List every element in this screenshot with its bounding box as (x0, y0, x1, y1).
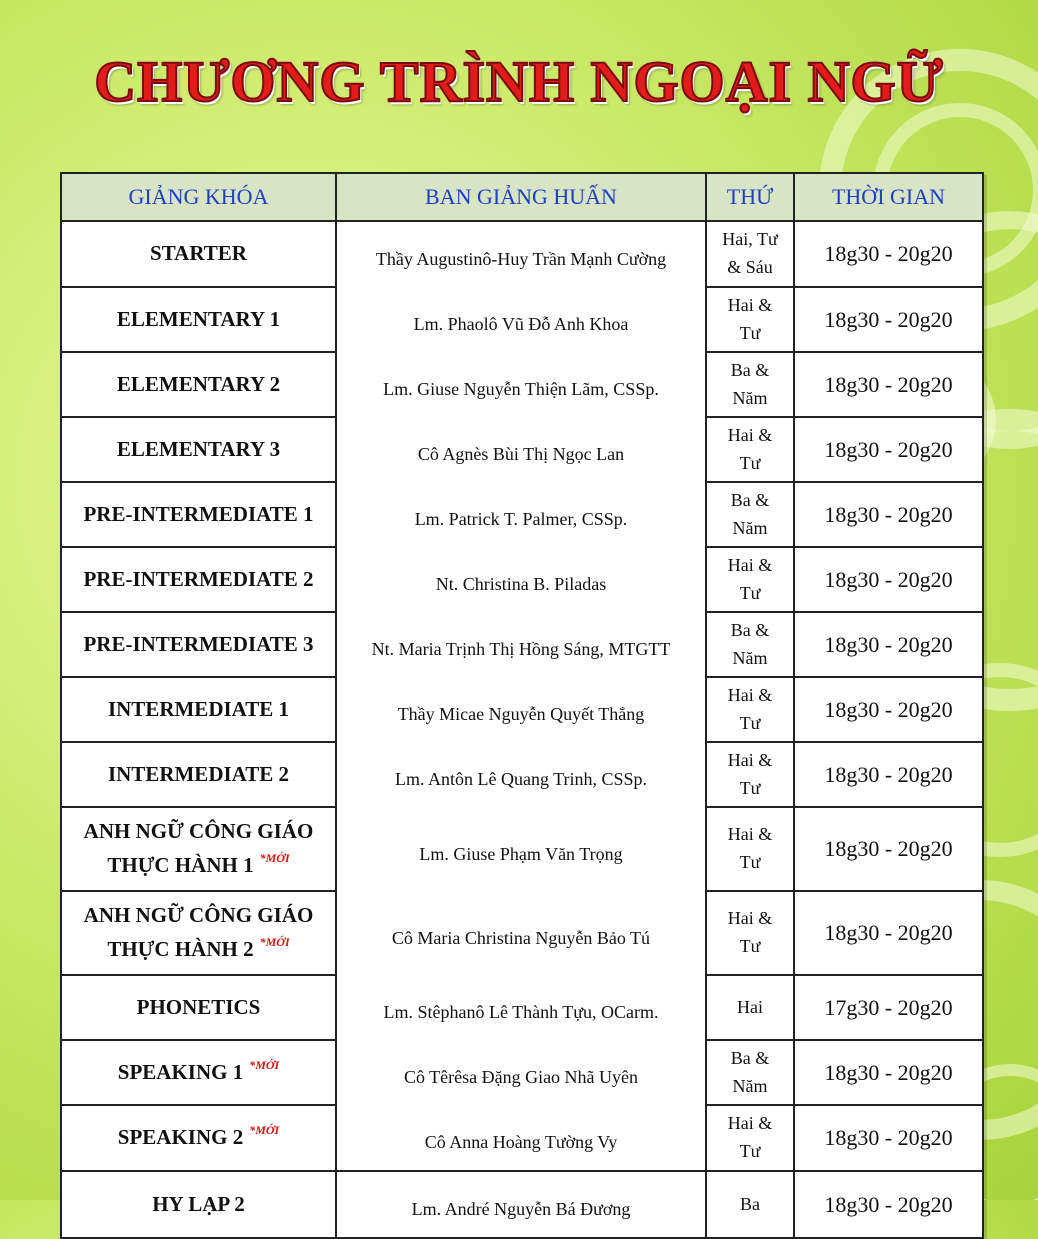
time-cell: 17g30 - 20g20 (794, 975, 983, 1040)
days-cell (706, 1171, 794, 1238)
days-cell (706, 352, 794, 417)
new-badge: *MỚI (249, 1123, 280, 1138)
course-cell (61, 891, 336, 975)
days-text-line2: Tư (739, 852, 761, 872)
time-cell: 18g30 - 20g20 (794, 547, 983, 612)
days-cell (706, 287, 794, 352)
table-header-row (61, 173, 983, 221)
course-name: SPEAKING 1 (117, 1059, 244, 1084)
days-cell (706, 612, 794, 677)
course-cell (61, 1040, 336, 1105)
course-name: PRE-INTERMEDIATE 3 (83, 631, 314, 656)
course-name: SPEAKING 2 (117, 1125, 244, 1150)
course-name-line2: THỰC HÀNH 2 (107, 937, 254, 961)
teacher-cell: Lm. Stêphanô Lê Thành Tựu, OCarm. (336, 975, 706, 1040)
course-name: INTERMEDIATE 2 (107, 761, 290, 786)
days-cell (706, 417, 794, 482)
days-cell (706, 221, 794, 287)
days-text-line2: Tư (739, 777, 761, 798)
time-cell: 18g30 - 20g20 (794, 417, 983, 482)
days-cell (706, 742, 794, 807)
days-text: Hai & (727, 824, 773, 845)
time-cell: 18g30 - 20g20 (794, 352, 983, 417)
course-name: ELEMENTARY 1 (116, 306, 281, 331)
course-cell (61, 287, 336, 352)
days-cell (706, 891, 794, 975)
teacher-cell: Cô Maria Christina Nguyễn Bảo Tú (336, 891, 706, 975)
column-header-days: THỨ (706, 173, 794, 221)
table-row (61, 975, 983, 1040)
days-text-line2: Tư (739, 936, 761, 956)
table-row (61, 891, 983, 975)
new-badge: *MỚI (259, 935, 290, 949)
days-text: Hai & (727, 908, 773, 929)
days-cell (706, 677, 794, 742)
course-cell (61, 221, 336, 287)
days-text-line2: Tư (739, 582, 761, 603)
table-row (61, 1105, 983, 1171)
new-badge: *MỚI (249, 1057, 280, 1072)
course-name: INTERMEDIATE 1 (107, 696, 290, 721)
teacher-cell: Nt. Maria Trịnh Thị Hồng Sáng, MTGTT (336, 612, 706, 677)
days-text-line2: Tư (739, 322, 761, 343)
days-text: Ba (740, 1193, 760, 1214)
table-row (61, 1040, 983, 1105)
teacher-cell: Lm. Giuse Phạm Văn Trọng (336, 807, 706, 891)
days-text: Hai & (727, 1113, 773, 1134)
course-cell (61, 417, 336, 482)
table-row (61, 1171, 983, 1238)
course-name-line2: THỰC HÀNH 1 (107, 853, 254, 877)
time-cell: 18g30 - 20g20 (794, 482, 983, 547)
teacher-cell: Cô Têrêsa Đặng Giao Nhã Uyên (336, 1040, 706, 1105)
course-cell (61, 677, 336, 742)
table-row (61, 221, 983, 287)
course-cell (61, 547, 336, 612)
table-row (61, 482, 983, 547)
days-cell (706, 975, 794, 1040)
course-cell (61, 1171, 336, 1238)
course-name: PHONETICS (136, 994, 261, 1019)
teacher-cell: Thầy Augustinô-Huy Trần Mạnh Cường (336, 221, 706, 287)
time-cell: 18g30 - 20g20 (794, 612, 983, 677)
days-text: Ba & (730, 619, 770, 640)
table-row (61, 547, 983, 612)
new-badge: *MỚI (259, 851, 290, 865)
teacher-cell: Lm. André Nguyễn Bá Đương (336, 1171, 706, 1238)
course-cell (61, 482, 336, 547)
column-header-time: THỜI GIAN (794, 173, 983, 221)
course-name: HY LẠP 2 (152, 1191, 245, 1216)
days-text: Ba & (730, 359, 770, 380)
course-cell (61, 807, 336, 891)
page-title: CHƯƠNG TRÌNH NGOẠI NGỮ (94, 49, 944, 114)
time-cell: 18g30 - 20g20 (794, 1171, 983, 1238)
table-row (61, 677, 983, 742)
days-text-line2: Năm (732, 647, 768, 668)
days-cell (706, 1105, 794, 1171)
days-text-line2: Năm (732, 517, 768, 538)
days-cell (706, 807, 794, 891)
days-text: Ba & (730, 489, 770, 510)
course-name: ELEMENTARY 3 (116, 436, 281, 461)
course-cell (61, 742, 336, 807)
days-text: Hai & (727, 554, 773, 575)
days-text: Hai & (727, 294, 773, 315)
teacher-cell: Lm. Phaolô Vũ Đỗ Anh Khoa (336, 287, 706, 352)
column-header-teacher: BAN GIẢNG HUẤN (336, 173, 706, 221)
time-cell: 18g30 - 20g20 (794, 1105, 983, 1171)
course-name: ANH NGỮ CÔNG GIÁO (83, 903, 314, 928)
days-text-line2: Tư (739, 452, 761, 473)
teacher-cell: Cô Anna Hoàng Tường Vy (336, 1105, 706, 1171)
schedule-table (60, 172, 984, 1239)
course-cell (61, 352, 336, 417)
teacher-cell: Lm. Giuse Nguyễn Thiện Lãm, CSSp. (336, 352, 706, 417)
table-row (61, 742, 983, 807)
course-name: ELEMENTARY 2 (116, 371, 281, 396)
table-row (61, 417, 983, 482)
days-text: Ba & (730, 1047, 770, 1068)
days-text: Hai & (727, 749, 773, 770)
teacher-cell: Nt. Christina B. Piladas (336, 547, 706, 612)
teacher-cell: Lm. Patrick T. Palmer, CSSp. (336, 482, 706, 547)
days-text-line2: Tư (739, 712, 761, 733)
days-text-line2: Năm (732, 387, 768, 408)
days-text: Hai (737, 996, 763, 1017)
days-text: Hai, Tư (722, 229, 778, 250)
days-text-line2: & Sáu (727, 257, 773, 277)
days-cell (706, 1040, 794, 1105)
course-name: ANH NGỮ CÔNG GIÁO (83, 819, 314, 844)
teacher-cell: Lm. Antôn Lê Quang Trinh, CSSp. (336, 742, 706, 807)
course-name: PRE-INTERMEDIATE 2 (83, 566, 314, 591)
teacher-cell: Cô Agnès Bùi Thị Ngọc Lan (336, 417, 706, 482)
course-cell (61, 612, 336, 677)
time-cell: 18g30 - 20g20 (794, 221, 983, 287)
days-text-line2: Năm (732, 1075, 768, 1096)
table-row (61, 352, 983, 417)
course-name: PRE-INTERMEDIATE 1 (83, 501, 314, 526)
course-cell (61, 975, 336, 1040)
days-text: Hai & (727, 424, 773, 445)
column-header-course: GIẢNG KHÓA (61, 173, 336, 221)
days-text: Hai & (727, 684, 773, 705)
time-cell: 18g30 - 20g20 (794, 287, 983, 352)
days-text-line2: Tư (739, 1141, 761, 1161)
days-cell (706, 547, 794, 612)
days-cell (706, 482, 794, 547)
time-cell: 18g30 - 20g20 (794, 742, 983, 807)
time-cell: 18g30 - 20g20 (794, 807, 983, 891)
course-name: STARTER (150, 241, 247, 266)
teacher-cell: Thầy Micae Nguyễn Quyết Thắng (336, 677, 706, 742)
time-cell: 18g30 - 20g20 (794, 1040, 983, 1105)
time-cell: 18g30 - 20g20 (794, 891, 983, 975)
course-cell (61, 1105, 336, 1171)
table-row (61, 612, 983, 677)
time-cell: 18g30 - 20g20 (794, 677, 983, 742)
table-row (61, 807, 983, 891)
table-row (61, 287, 983, 352)
